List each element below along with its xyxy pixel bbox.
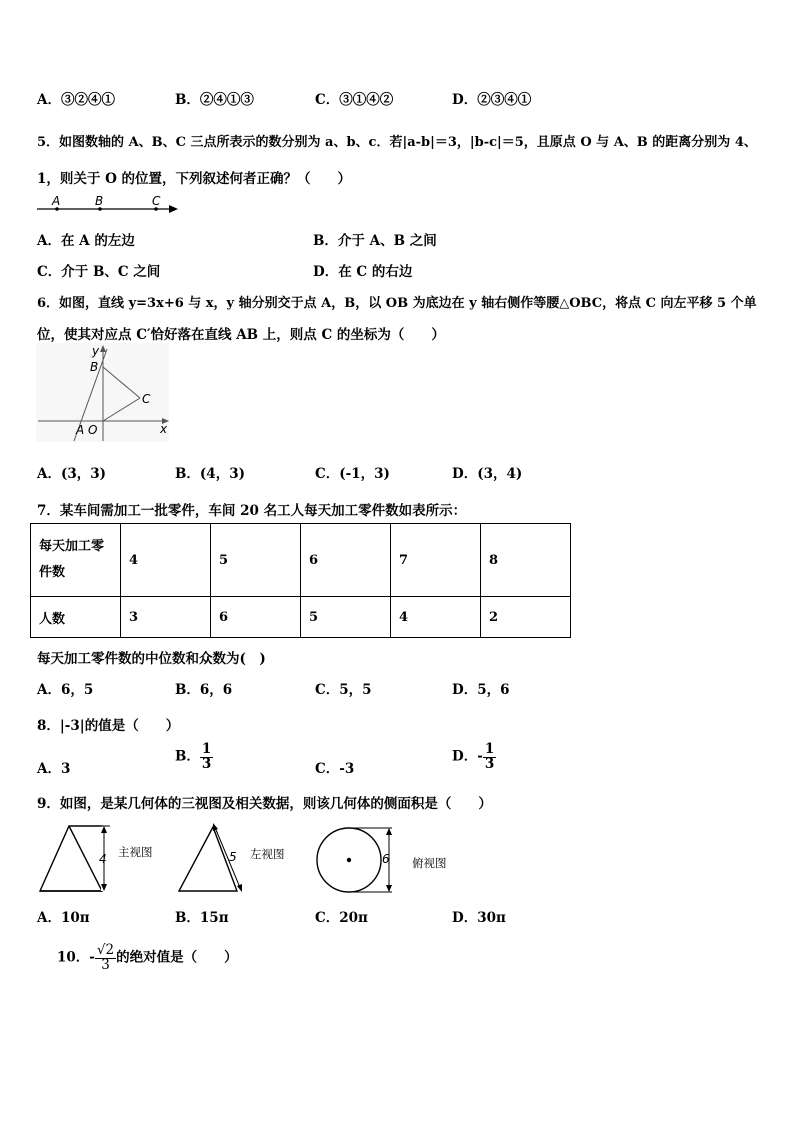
q6-option-b: B．(4，3) xyxy=(175,466,245,482)
q4-option-c: C．③①④② xyxy=(315,92,394,108)
q7-stem-line1: 7．某车间需加工一批零件，车间 20 名工人每天加工零件数如表所示： xyxy=(37,503,467,519)
q7-option-c: C．5，5 xyxy=(315,682,372,698)
label-c: C xyxy=(142,392,151,406)
q9-option-b: B．15π xyxy=(175,910,229,926)
numerator: 1 xyxy=(201,741,212,757)
stem-prefix: 10．- xyxy=(57,949,95,966)
denominator: 3 xyxy=(201,755,212,772)
dimension-line-5 xyxy=(214,825,241,890)
front-view-shape xyxy=(40,826,102,891)
q8-stem: 8．|-3|的值是（ ） xyxy=(37,718,180,734)
label-y: y xyxy=(92,344,100,358)
q9-three-views-figure xyxy=(36,822,456,898)
table-cell: 5 xyxy=(301,597,391,638)
q5-number-line-figure xyxy=(35,193,180,217)
q7-option-b: B．6，6 xyxy=(175,682,233,698)
table-row1-header xyxy=(31,524,121,597)
side-view-label: 左视图 xyxy=(250,847,285,861)
front-view-label: 主视图 xyxy=(118,845,153,859)
stem-suffix: 的绝对值是（ ） xyxy=(116,949,238,966)
q7-option-a: A．6，5 xyxy=(37,682,94,698)
table-cell: 2 xyxy=(481,597,571,638)
denominator: 3 xyxy=(101,956,110,973)
table-cell: 6 xyxy=(301,524,391,597)
numerator: √2 xyxy=(96,942,115,958)
fraction xyxy=(95,944,116,972)
label-b: B xyxy=(90,360,99,374)
table-cell: 4 xyxy=(391,597,481,638)
q5-option-d: D．在 C 的右边 xyxy=(313,264,413,280)
fraction xyxy=(483,743,496,771)
q9-option-d: D．30π xyxy=(452,910,506,926)
label-c: C xyxy=(152,194,161,208)
label-x: x xyxy=(160,422,168,436)
table-row xyxy=(31,597,571,638)
q6-stem-line2: 位，使其对应点 C′恰好落在直线 AB 上，则点 C 的坐标为（ ） xyxy=(37,327,445,343)
side-view xyxy=(179,823,285,892)
q6-option-a: A．(3，3) xyxy=(37,466,107,482)
label-a: A xyxy=(52,194,61,208)
q4-option-b: B．②④①③ xyxy=(175,92,254,108)
q7-data-table xyxy=(30,523,571,638)
label-a: A xyxy=(76,423,85,437)
q6-option-d: D．(3，4) xyxy=(452,466,523,482)
q8-option-a: A．3 xyxy=(37,761,71,777)
fraction xyxy=(200,743,213,771)
q8-option-c: C．-3 xyxy=(315,761,355,777)
q10-stem xyxy=(57,944,238,972)
q6-coordinate-figure xyxy=(36,343,172,443)
front-dim: 4 xyxy=(99,852,107,866)
q6-option-c: C．(-1，3) xyxy=(315,466,390,482)
q4-option-d: D．②③④① xyxy=(452,92,532,108)
table-cell: 4 xyxy=(121,524,211,597)
q5-option-a: A．在 A 的左边 xyxy=(37,233,135,249)
table-cell: 3 xyxy=(121,597,211,638)
q4-option-a: A．③②④① xyxy=(37,92,115,108)
q6-stem-line1: 6．如图，直线 y=3x+6 与 x，y 轴分别交于点 A，B，以 OB 为底边在 y 轴右侧作等腰△OBC，将点 C 向左平移 5 个单 xyxy=(37,296,757,311)
option-prefix: B． xyxy=(175,748,200,765)
table-row2-header: 人数 xyxy=(31,597,121,638)
table-row xyxy=(31,524,571,597)
q5-option-c: C．介于 B、C 之间 xyxy=(37,264,161,280)
q8-option-b xyxy=(175,743,213,771)
denominator: 3 xyxy=(484,755,495,772)
label-b: B xyxy=(95,194,104,208)
option-prefix: D．- xyxy=(452,748,483,765)
label-o: O xyxy=(88,423,98,437)
top-dim: 6 xyxy=(382,852,390,866)
table-cell: 7 xyxy=(391,524,481,597)
side-dim: 5 xyxy=(229,850,237,864)
q9-stem: 9．如图，是某几何体的三视图及相关数据，则该几何体的侧面积是（ ） xyxy=(37,796,492,812)
q9-option-c: C．20π xyxy=(315,910,368,926)
q7-option-d: D．5，6 xyxy=(452,682,510,698)
number-line-arrow xyxy=(169,205,178,213)
header-text-part2: 件数 xyxy=(39,565,66,580)
top-view xyxy=(317,828,447,892)
numerator: 1 xyxy=(484,741,495,757)
q5-stem-line2: 1，则关于 O 的位置，下列叙述何者正确？（ ） xyxy=(37,171,352,187)
q7-stem-line2: 每天加工零件数的中位数和众数为( ) xyxy=(37,651,266,667)
center-dot xyxy=(347,858,351,862)
q5-option-b: B．介于 A、B 之间 xyxy=(313,233,437,249)
q8-option-d xyxy=(452,743,496,771)
q5-stem-line1: 5．如图数轴的 A、B、C 三点所表示的数分别为 a、b、c．若|a-b|＝3，|b-c|＝5，且原点 O 与 A、B 的距离分别为 4、 xyxy=(37,135,757,150)
front-view xyxy=(40,826,153,891)
top-view-label: 俯视图 xyxy=(412,856,447,870)
q9-option-a: A．10π xyxy=(37,910,90,926)
header-text-part1: 每天加工零 xyxy=(39,539,105,554)
table-cell: 6 xyxy=(211,597,301,638)
table-cell: 8 xyxy=(481,524,571,597)
table-cell: 5 xyxy=(211,524,301,597)
